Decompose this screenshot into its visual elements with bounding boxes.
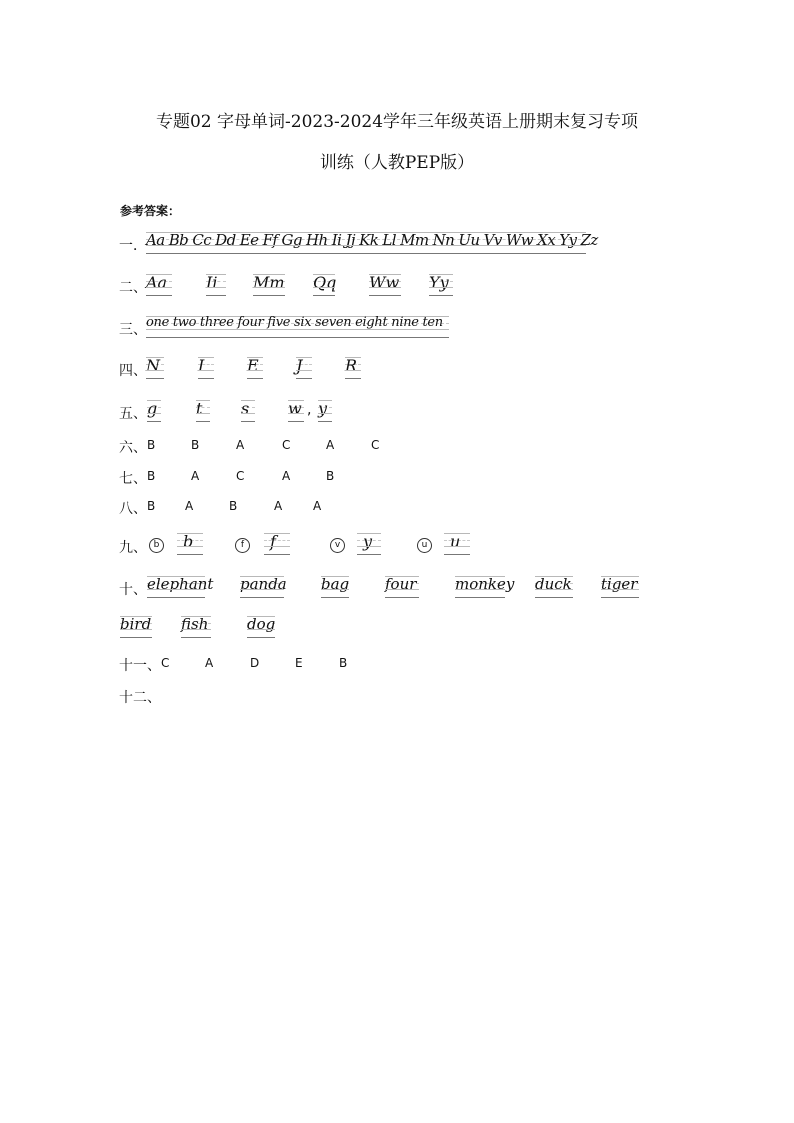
- letter-pair: Ww: [369, 273, 400, 292]
- small-letter: g: [147, 399, 158, 418]
- writing-band: [240, 575, 287, 598]
- writing-band: [146, 274, 172, 296]
- writing-band: [177, 533, 203, 555]
- writing-band: [247, 357, 263, 379]
- answer: A: [326, 438, 335, 452]
- writing-band: [444, 533, 470, 555]
- word-handwriting: fish: [181, 615, 209, 633]
- answer: C: [161, 656, 170, 670]
- word-handwriting: bag: [321, 575, 350, 593]
- section-7-label: 七、: [119, 471, 147, 487]
- word-handwriting: monkey: [455, 575, 515, 593]
- writing-band: [429, 274, 453, 296]
- document-title-line-2: 训练（人教PEP版）: [319, 153, 475, 173]
- capital-letter: J: [296, 356, 303, 375]
- letter-pair: Mm: [253, 273, 285, 292]
- answer: C: [282, 438, 291, 452]
- answer: B: [339, 656, 348, 670]
- word-handwriting: panda: [240, 575, 287, 593]
- section-2-label: 二、: [119, 280, 147, 296]
- circled-letter: b: [149, 538, 164, 553]
- circled-letter: v: [330, 538, 345, 553]
- reference-answers-label: 参考答案：: [120, 204, 181, 218]
- written-letter: u: [450, 532, 461, 551]
- writing-band: [147, 400, 161, 422]
- writing-band: [198, 357, 214, 379]
- letter-pair: Ii: [206, 273, 218, 292]
- answer: B: [191, 438, 200, 452]
- capital-letter: R: [345, 356, 358, 375]
- letter-pair: Yy: [429, 273, 449, 292]
- section-1-label: 一．: [119, 238, 147, 254]
- section-8-label: 八、: [119, 501, 147, 517]
- writing-band: [146, 231, 598, 254]
- writing-band: [318, 400, 332, 422]
- capital-letter: N: [146, 356, 160, 375]
- answer: B: [147, 499, 156, 513]
- answer: A: [205, 656, 214, 670]
- answer: B: [147, 438, 156, 452]
- answer: E: [295, 656, 303, 670]
- writing-band: [120, 616, 152, 638]
- small-letter: t: [196, 399, 203, 418]
- answer: B: [147, 469, 156, 483]
- section-3-label: 三、: [119, 322, 147, 338]
- writing-band: [535, 576, 573, 598]
- small-letter: y: [318, 399, 328, 418]
- writing-band: [321, 576, 349, 598]
- letter-pair: Aa: [146, 273, 168, 292]
- capital-letter: E: [247, 356, 259, 375]
- writing-band: [264, 533, 290, 555]
- answer: A: [313, 499, 322, 513]
- document-title-line-1: 专题02 字母单词-2023-2024学年三年级英语上册期末复习专项: [155, 112, 639, 132]
- section-11-label: 十一、: [119, 658, 161, 674]
- circled-letter: f: [235, 538, 250, 553]
- written-letter: b: [183, 532, 194, 551]
- small-letter: w: [288, 399, 302, 418]
- writing-band: [345, 357, 361, 379]
- numbers-handwriting: one two three four five six seven eight nine ten: [146, 315, 443, 330]
- section-5-label: 五、: [119, 406, 147, 422]
- answer: B: [326, 469, 335, 483]
- writing-band: [296, 357, 312, 379]
- capital-letter: I: [198, 356, 205, 375]
- word-handwriting: bird: [120, 615, 152, 633]
- section-6-label: 六、: [119, 440, 147, 456]
- separator-comma: ,: [307, 402, 312, 418]
- writing-band: [601, 576, 639, 598]
- section-9-label: 九、: [119, 540, 147, 556]
- answer: A: [191, 469, 200, 483]
- written-letter: y: [363, 532, 373, 551]
- answer: B: [229, 499, 238, 513]
- writing-band: [313, 274, 335, 296]
- section-10-label: 十、: [119, 582, 147, 598]
- writing-band: [181, 616, 211, 638]
- writing-band: [196, 400, 210, 422]
- answer: A: [274, 499, 283, 513]
- word-handwriting: dog: [247, 615, 276, 633]
- writing-band: [146, 316, 449, 338]
- writing-band: [247, 616, 275, 638]
- word-handwriting: four: [385, 575, 417, 593]
- answer: C: [236, 469, 245, 483]
- word-handwriting: elephant: [147, 575, 214, 593]
- writing-band: [288, 400, 304, 422]
- writing-band: [253, 274, 285, 296]
- answer: A: [185, 499, 194, 513]
- section-4-label: 四、: [119, 363, 147, 379]
- writing-band: [206, 274, 226, 296]
- writing-band: [369, 274, 401, 296]
- answer: C: [371, 438, 380, 452]
- section-12-label: 十二、: [119, 690, 161, 706]
- writing-band: [357, 533, 381, 555]
- writing-band: [241, 400, 255, 422]
- answer: A: [236, 438, 245, 452]
- circled-letter: u: [417, 538, 432, 553]
- letter-pair: Qq: [313, 273, 337, 292]
- small-letter: s: [241, 399, 250, 418]
- word-handwriting: duck: [535, 575, 572, 593]
- answer: D: [250, 656, 260, 670]
- writing-band: [385, 576, 419, 598]
- answer: A: [282, 469, 291, 483]
- word-handwriting: tiger: [601, 575, 638, 593]
- alphabet-handwriting: Aa Bb Cc Dd Ee Ff Gg Hh Ii Jj Kk Ll Mm Nn Uu Vv Ww Xx Yy Zz: [146, 231, 598, 249]
- writing-band: [147, 575, 214, 598]
- writing-band: [146, 357, 164, 379]
- writing-band: [455, 575, 515, 598]
- written-letter: f: [270, 532, 276, 551]
